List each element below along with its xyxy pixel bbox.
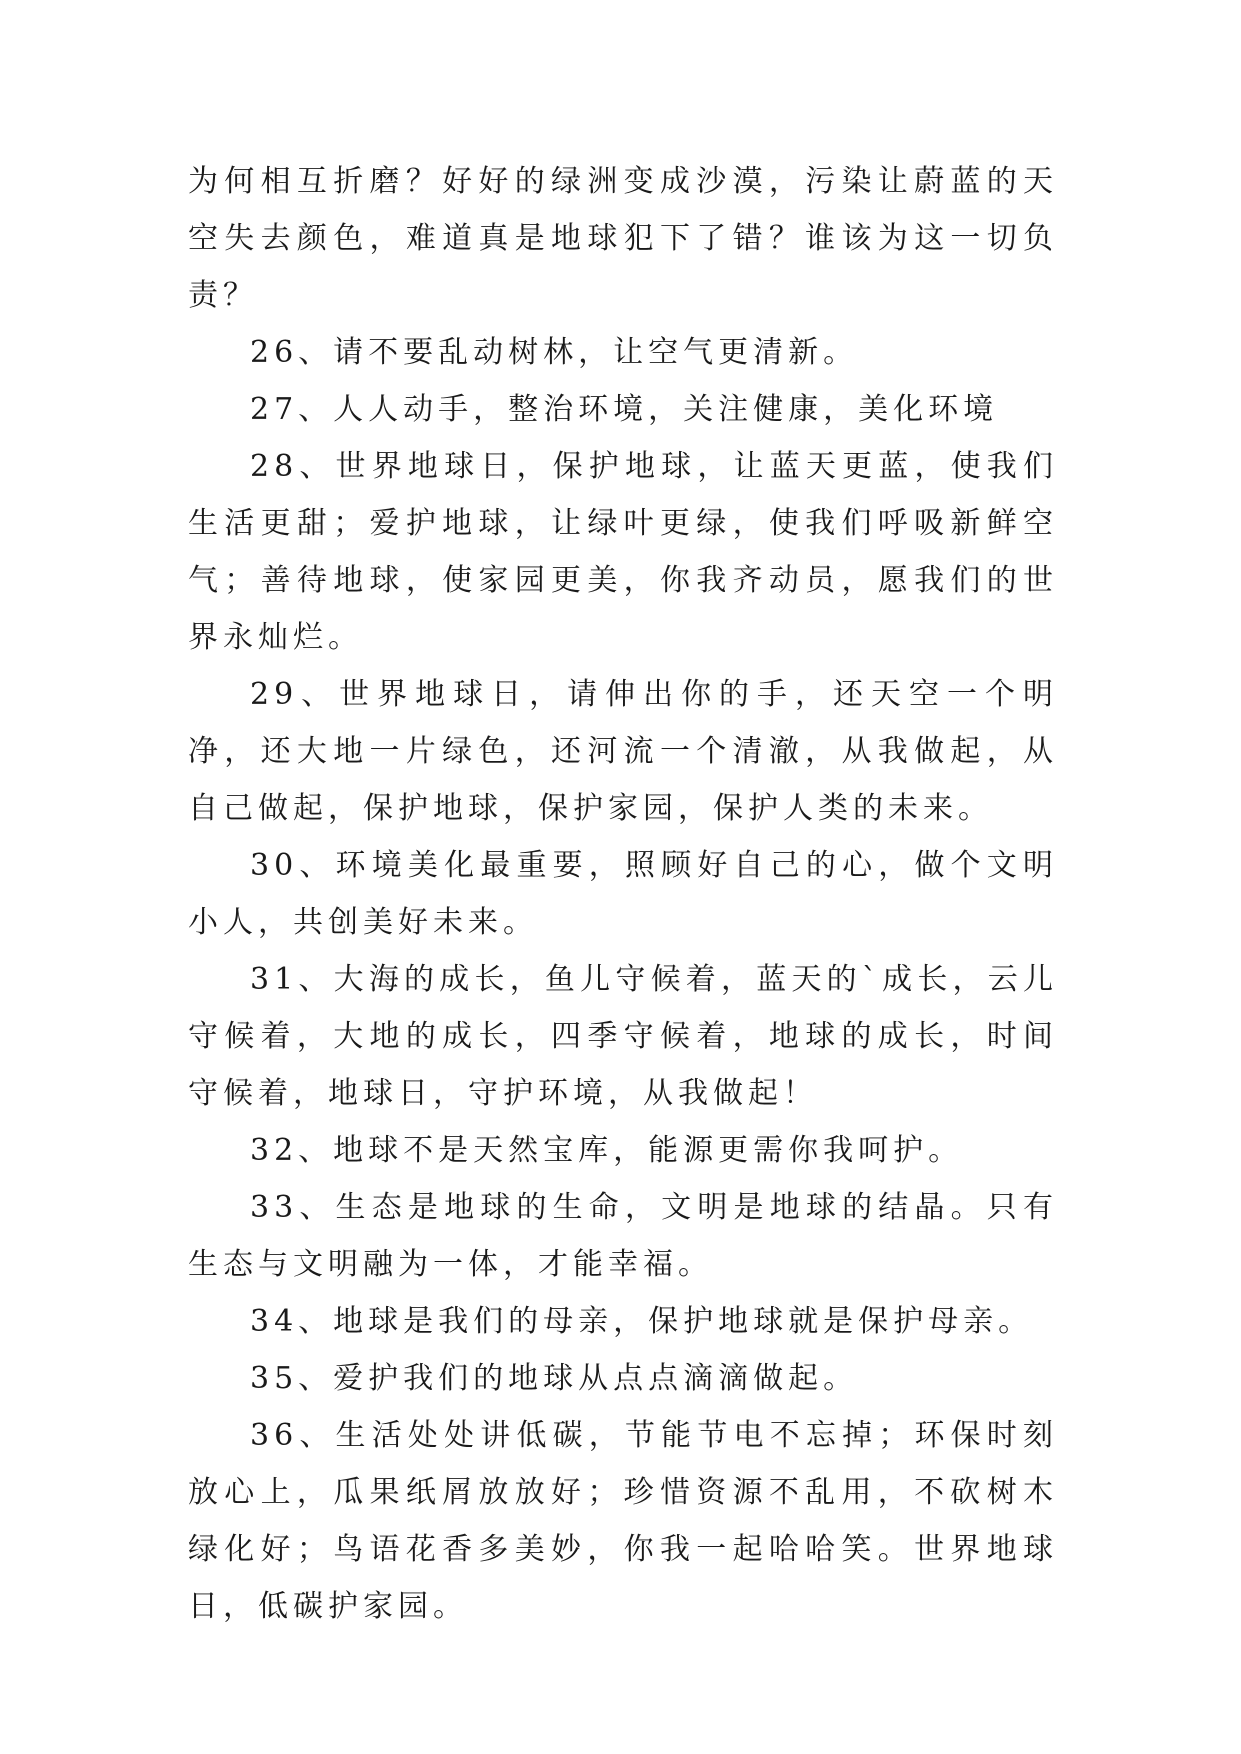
paragraph-item-27: 27、人人动手，整治环境，关注健康，美化环境 [250, 392, 999, 427]
paragraph-item-30: 30、环境美化最重要，照顾好自己的心，做个文明小人，共创美好未来。 [188, 848, 1058, 940]
document-body [188, 153, 1058, 1635]
paragraph-item-31: 31、大海的成长，鱼儿守候着，蓝天的`成长，云儿守候着，大地的成长，四季守候着，地球的成长，时间守候着，地球日，守护环境，从我做起！ [188, 962, 1058, 1111]
paragraph-item-34: 34、地球是我们的母亲，保护地球就是保护母亲。 [250, 1304, 1034, 1339]
paragraph-item-29: 29、世界地球日，请伸出你的手，还天空一个明净，还大地一片绿色，还河流一个清澈，从我做起，从自己做起，保护地球，保护家园，保护人类的未来。 [188, 677, 1058, 826]
paragraph-item-33: 33、生态是地球的生命，文明是地球的结晶。只有生态与文明融为一体，才能幸福。 [188, 1190, 1058, 1282]
paragraph-continuation: 为何相互折磨？好好的绿洲变成沙漠，污染让蔚蓝的天空失去颜色，难道真是地球犯下了错？谁该为这一切负责？ [188, 164, 1058, 313]
paragraph-item-26: 26、请不要乱动树林，让空气更清新。 [250, 335, 859, 370]
paragraph-item-36: 36、生活处处讲低碳，节能节电不忘掉；环保时刻放心上，瓜果纸屑放放好；珍惜资源不乱用，不砍树木绿化好；鸟语花香多美妙，你我一起哈哈笑。世界地球日，低碳护家园。 [188, 1418, 1058, 1624]
paragraph-item-28: 28、世界地球日，保护地球，让蓝天更蓝，使我们生活更甜；爱护地球，让绿叶更绿，使我们呼吸新鲜空气；善待地球，使家园更美，你我齐动员，愿我们的世界永灿烂。 [188, 449, 1058, 655]
paragraph-item-32: 32、地球不是天然宝库，能源更需你我呵护。 [250, 1133, 964, 1168]
paragraph-item-35: 35、爱护我们的地球从点点滴滴做起。 [250, 1361, 859, 1396]
